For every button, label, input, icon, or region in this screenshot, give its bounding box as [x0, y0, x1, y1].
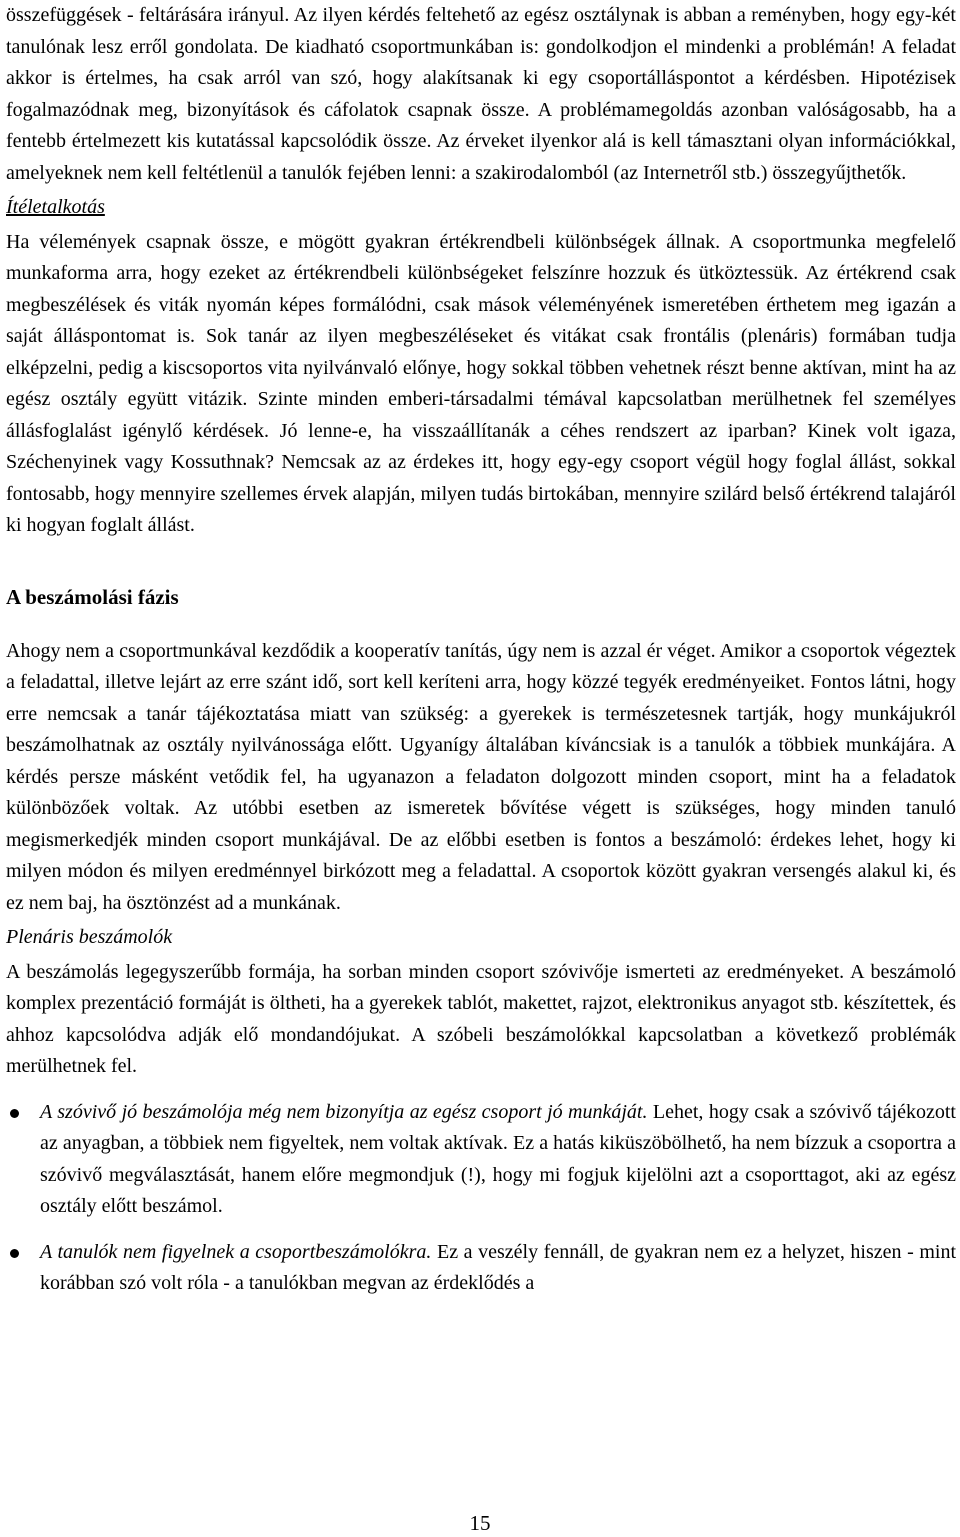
paragraph-judgement: Ha vélemények csapnak össze, e mögött gyakran értékrendbeli különbségek állnak. A csoportmunka megfelelő munkaforma arra, hogy ezeket az értékrendbeli különbségeket felszínre hozzuk és ütköztessük. Az értékrend csak megbeszélések és viták nyomán képes formálódni, csak mások véleményének ismeretében érthetem meg igazán a saját álláspontomat is. Sok tanár az ilyen megbeszéléseket és vitákat csak frontális (plenáris) formában tudja elképzelni, pedig a kiscsoportos vita nyilvánvaló előnye, hogy sokkal többen vehetnek részt benne aktívan, mint ha az egész osztály együtt vitázik. Szinte minden emberi-társadalmi témával kapcsolatban merülhetnek fel személyes állásfoglalást igénylő kérdések. Jó lenne-e, ha visszaállítanák a céhes rendszert az iparban? Kinek volt igaza, Széchenyinek vagy Kossuthnak? Nemcsak az az érdekes itt, hogy egy-egy csoport végül hogy foglal állást, sokkal fontosabb, hogy mennyire szellemes érvek alapján, milyen tudás birtokában, mennyire szilárd belső értékrend talajáról ki hogyan foglalt állást. [6, 230, 956, 536]
bullet-icon [10, 1109, 19, 1118]
subheading-iteletalkotas: Ítéletalkotás [6, 196, 105, 218]
problem-bullet-list [6, 1097, 956, 1300]
paragraph-reporting-intro: Ahogy nem a csoportmunkával kezdődik a kooperatív tanítás, úgy nem is azzal ér véget. Amikor a csoportok végeztek a feladattal, illetve lejárt az erre szánt idő, sort kell keríteni arra, hogy közzé tegyék eredményeiket. Fontos látni, hogy erre nemcsak a tanár tájékoztatása miatt van szükség: a gyerekek is természetesnek tartják, hogy munkájukról beszámolhatnak az osztály nyilvánossága előtt. Ugyanígy általában kíváncsiak is a tanulók a többiek munkájára. A kérdés persze másként vetődik fel, ha ugyanazon a feladaton dolgozott minden csoport, mint ha a feladatok különbözőek voltak. Az utóbbi esetben az ismeretek bővítése végett is szükséges, hogy minden tanuló megismerkedjék minden csoport munkájával. De az előbbi esetben is fontos a beszámoló: érdekes lehet, hogy ki milyen módon és milyen eredménnyel birkózott meg a feladattal. A csoportok között gyakran versengés alakul ki, és ez nem baj, ha ösztönzést ad a munkának. [6, 639, 956, 914]
subheading-plenary-reports: Plenáris beszámolók [6, 926, 173, 948]
bullet-lead: A tanulók nem figyelnek a csoportbeszámolókra. [40, 1240, 432, 1263]
heading-reporting-phase: A beszámolási fázis [6, 584, 179, 609]
paragraph-problem-solving: összefüggések - feltárására irányul. Az ilyen kérdés feltehető az egész osztálynak is abban a reményben, hogy egy-két tanulónak lesz erről gondolata. De kiadható csoportmunkában is: gondolkodjon el mindenki a problémán! A feladat akkor is értelmes, ha csak arról van szó, hogy alakítsanak ki egy csoportálláspontot a kérdésben. Hipotézisek fogalmazódnak meg, bizonyítások és cáfolatok csapnak össze. A problémamegoldás azonban valóságosabb, ha a fentebb értelmezett kis kutatással kapcsolódik össze. Az érveket ilyenkor alá is kell támasztani olyan információkkal, amelyeknek nem kell feltétlenül a tanulók fejében lenni: a szakirodalomból (az Internetről stb.) összegyűjthetők. [6, 4, 956, 184]
bullet-icon [10, 1249, 19, 1258]
paragraph-plenary-reports: A beszámolás legegyszerűbb formája, ha sorban minden csoport szóvivője ismerteti az eredményeket. A beszámoló komplex prezentáció formáját is öltheti, ha a gyerekek tablót, makettet, rajzot, elektronikus anyagot stb. készítettek, és ahhoz kapcsolódva adják elő mondandójukat. A szóbeli beszámolókkal kapcsolatban a következő problémák merülhetnek fel. [6, 960, 956, 1077]
list-item [6, 1097, 956, 1223]
document-page [6, 0, 956, 1314]
bullet-lead: A szóvivő jó beszámolója még nem bizonyítja az egész csoport jó munkáját. [40, 1100, 648, 1123]
bullet-text: Lehet, hogy csak a szóvivő tájékozott az anyagban, a többiek nem figyeltek, nem voltak aktívak. Ez a hatás kiküszöbölhető, ha nem bízzuk a csoportra a szóvivő megválasztását, hanem előre megmondjuk (!), hogy mi fogjuk kijelölni azt a csoporttagot, aki az egész osztály előtt beszámol. [40, 1100, 956, 1217]
page-number: 15 [469, 1511, 491, 1535]
list-item [6, 1237, 956, 1300]
bullet-text: Ez a veszély fennáll, de gyakran nem ez a helyzet, hiszen - mint korábban szó volt róla - a tanulókban megvan az érdeklődés a [40, 1240, 956, 1294]
